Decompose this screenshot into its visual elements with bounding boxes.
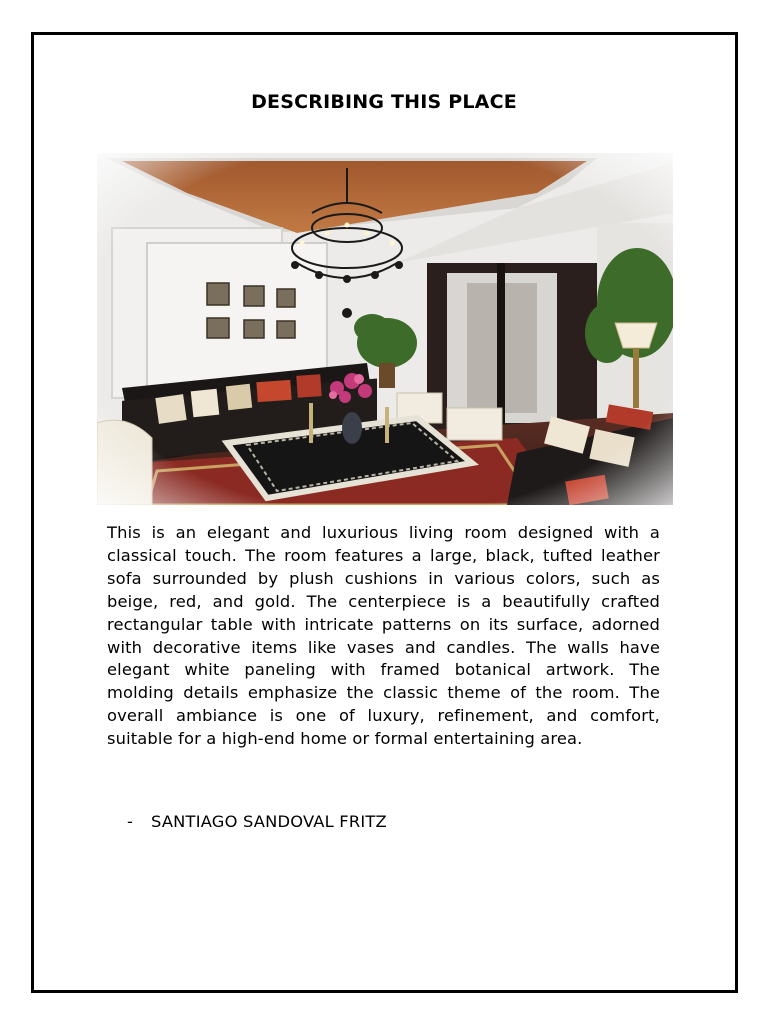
description-paragraph: This is an elegant and luxurious living room designed with a classical touch. The room features a large, black, tufted leather sofa surrounded by plush cushions in various colors, such as beige, red, and gold. The centerpiece is a beautifully crafted rectangular table with intricate patterns on its surface, adorned with decorative items like vases and candles. The walls have elegant white paneling with framed botanical artwork. The molding details emphasize the classic theme of the room. The overall ambiance is one of luxury, refinement, and comfort, suitable for a high-end home or formal entertaining area. [107, 523, 660, 749]
living-room-photo [97, 153, 673, 505]
signature-bullet: - [127, 812, 134, 831]
signature-name: SANTIAGO SANDOVAL FRITZ [151, 812, 387, 831]
signature-line [127, 812, 387, 831]
page-title: DESCRIBING THIS PLACE [251, 91, 517, 113]
